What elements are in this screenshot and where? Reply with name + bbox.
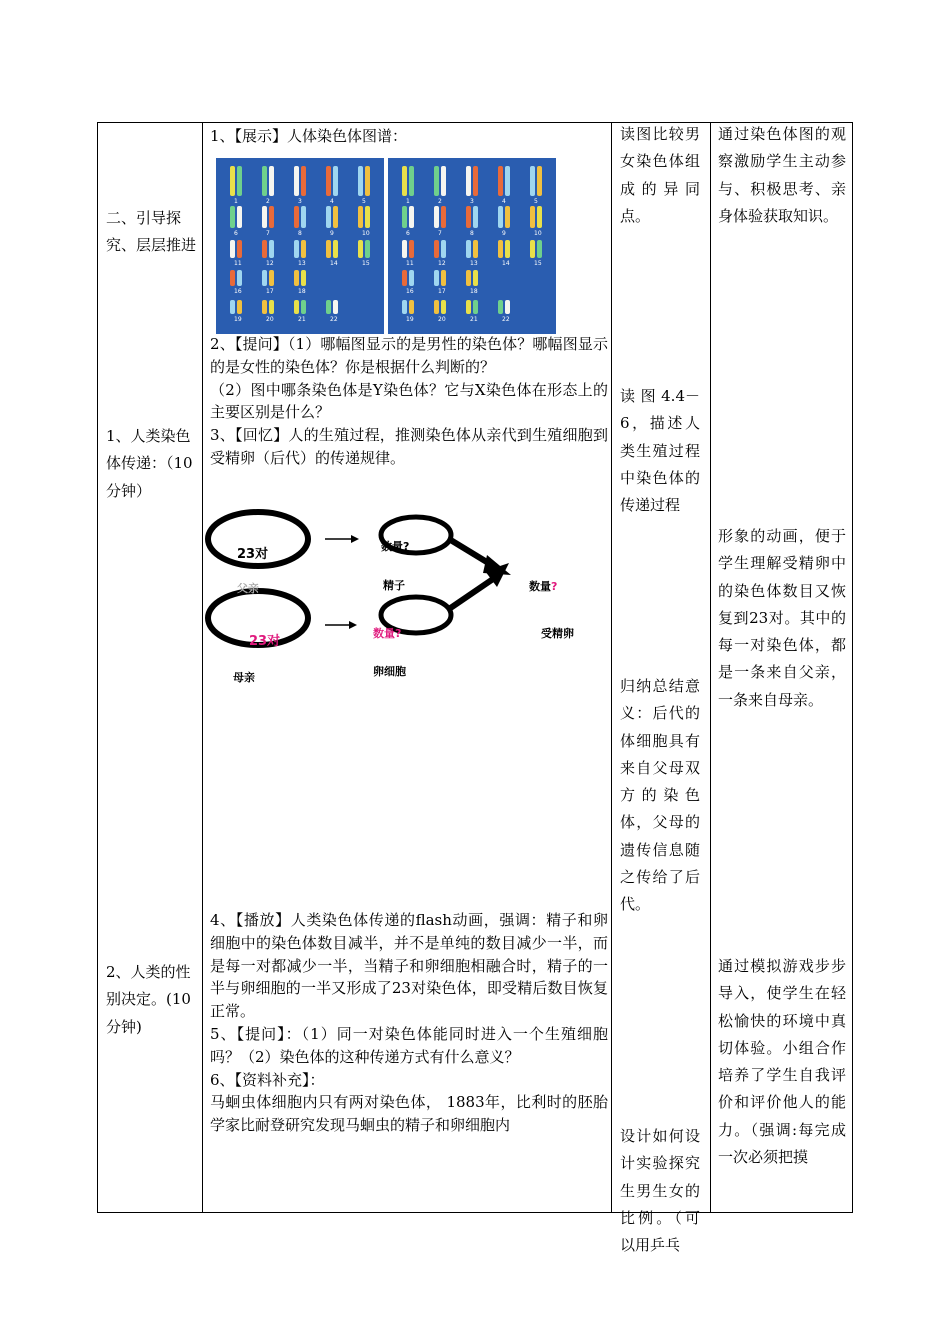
chromosome-number: 22 — [330, 316, 338, 323]
chromosome-shape — [530, 206, 535, 228]
chromosome-number: 3 — [470, 198, 474, 205]
chromosome-shape — [441, 270, 446, 286]
chromosome-shape — [230, 240, 235, 258]
item-question-2: （2）图中哪条染色体是Y染色体？它与X染色体在形态上的主要区别是什么？ — [210, 380, 608, 422]
chromosome-shape — [498, 300, 503, 314]
chromosome-shape — [473, 300, 478, 314]
chromosome-shape — [402, 206, 407, 228]
father-label: 父亲 — [237, 582, 259, 595]
chromosome-shape — [466, 300, 471, 314]
chromosome-number: 15 — [362, 260, 370, 267]
chromosome-shape — [466, 270, 471, 286]
chromosome-shape — [530, 240, 535, 258]
chromosome-shape — [434, 300, 439, 314]
activity-column — [210, 125, 608, 148]
chromosome-shape — [237, 270, 242, 286]
chromosome-shape — [498, 206, 503, 228]
item-supplement-text: 马蛔虫体细胞内只有两对染色体， 1883年，比利时的胚胎学家比耐登研究发现马蛔虫的精子和卵细胞内 — [210, 1093, 608, 1135]
chromosome-shape — [262, 166, 267, 196]
chromosome-shape — [434, 206, 439, 228]
design-intent-3: 通过模拟游戏步步导入，使学生在轻松愉快的环境中真切体验。小组合作培养了学生自我评价和评价他人的能力。（强调:每完成一次必须把摸 — [718, 957, 846, 1167]
chromosome-number: 6 — [406, 230, 410, 237]
chromosome-shape — [326, 166, 331, 196]
chromosome-number: 7 — [438, 230, 442, 237]
chromosome-number: 2 — [266, 198, 270, 205]
chromosome-number: 9 — [502, 230, 506, 237]
chromosome-number: 19 — [234, 316, 242, 323]
chromosome-shape — [441, 300, 446, 314]
chromosome-shape — [409, 270, 414, 286]
chromosome-shape — [333, 166, 338, 196]
zygote-count: 数量? — [529, 580, 558, 593]
student-activity-4: 设计如何设计实验探究生男生女的比例。（可以用乒乓 — [620, 1127, 700, 1255]
chromosome-number: 1 — [406, 198, 410, 205]
chromosome-shape — [358, 166, 363, 196]
chromosome-shape — [466, 206, 471, 228]
chromosome-number: 6 — [234, 230, 238, 237]
chromosome-shape — [358, 240, 363, 258]
father-count: 23对 — [237, 547, 269, 562]
chromosome-number: 19 — [406, 316, 414, 323]
topic-sex-determination: 2、人类的性别决定。(10分钟) — [106, 963, 191, 1036]
student-activity-1: 读图比较男女染色体组成的异同点。 — [620, 125, 700, 225]
chromosome-number: 20 — [438, 316, 446, 323]
chromosome-number: 1 — [234, 198, 238, 205]
chromosome-shape — [294, 166, 299, 196]
chromosome-shape — [498, 240, 503, 258]
chromosome-shape — [365, 240, 370, 258]
chromosome-shape — [262, 270, 267, 286]
chromosome-shape — [301, 240, 306, 258]
chromosome-shape — [402, 270, 407, 286]
chromosome-number: 12 — [438, 260, 446, 267]
chromosome-number: 8 — [470, 230, 474, 237]
chromosome-shape — [473, 240, 478, 258]
chromosome-shape — [466, 240, 471, 258]
chromosome-number: 14 — [330, 260, 338, 267]
chromosome-shape — [537, 240, 542, 258]
egg-count: 数量? — [373, 627, 402, 640]
chromosome-shape — [301, 166, 306, 196]
chromosome-shape — [409, 206, 414, 228]
chromosome-shape — [441, 206, 446, 228]
chromosome-number: 18 — [298, 288, 306, 295]
chromosome-shape — [505, 240, 510, 258]
chromosome-shape — [333, 206, 338, 228]
chromosome-number: 17 — [438, 288, 446, 295]
item-play-animation: 4、【播放】人类染色体传递的flash动画，强调：精子和卵细胞中的染色体数目减半，并不是单纯的数目减少一半，而是每一对都减少一半，当精子和卵细胞相融合时，精子的一半与卵细胞的一半又形成了23对染色体，即受精后数目恢复正常。 — [210, 911, 608, 1021]
chromosome-number: 11 — [406, 260, 414, 267]
chromosome-shape — [269, 240, 274, 258]
chromosome-number: 4 — [330, 198, 334, 205]
chromosome-shape — [358, 206, 363, 228]
chromosome-shape — [269, 166, 274, 196]
egg-label: 卵细胞 — [373, 665, 406, 678]
chromosome-shape — [434, 166, 439, 196]
chromosome-number: 13 — [298, 260, 306, 267]
chromosome-shape — [294, 206, 299, 228]
chromosome-shape — [441, 240, 446, 258]
chromosome-shape — [326, 300, 331, 314]
chromosome-number: 10 — [534, 230, 542, 237]
design-intent-1: 通过染色体图的观察激励学生主动参与、积极思考、亲身体验获取知识。 — [718, 125, 846, 225]
item-supplement: 6、【资料补充】： — [210, 1070, 325, 1089]
chromosome-number: 11 — [234, 260, 242, 267]
lesson-table — [97, 122, 853, 1255]
chromosome-shape — [434, 240, 439, 258]
chromosome-shape — [537, 206, 542, 228]
chromosome-shape — [441, 166, 446, 196]
chromosome-shape — [262, 300, 267, 314]
student-activity-3: 归纳总结意义：后代的体细胞具有来自父母双方的染色体，父母的遗传信息随之传给了后代。 — [620, 677, 700, 914]
chromosome-number: 16 — [406, 288, 414, 295]
chromosome-number: 17 — [266, 288, 274, 295]
topic-chromosome-transfer: 1、人类染色体传递：（10分钟） — [106, 427, 193, 500]
chromosome-number: 10 — [362, 230, 370, 237]
chromosome-number: 5 — [362, 198, 366, 205]
chromosome-number: 7 — [266, 230, 270, 237]
chromosome-number: 21 — [298, 316, 306, 323]
item-recall: 3、【回忆】人的生殖过程，推测染色体从亲代到生殖细胞到受精卵（后代）的传递规律。 — [210, 426, 608, 467]
sperm-count: 数量? — [381, 540, 410, 553]
chromosome-number: 14 — [502, 260, 510, 267]
chromosome-number: 5 — [534, 198, 538, 205]
chromosome-shape — [505, 206, 510, 228]
chromosome-shape — [530, 166, 535, 196]
zygote-label: 受精卵 — [541, 627, 574, 640]
chromosome-number: 18 — [470, 288, 478, 295]
chromosome-shape — [498, 166, 503, 196]
design-intent-2: 形象的动画，便于学生理解受精卵中的染色体数目又恢复到23对。其中的每一对染色体，都是一条来自父亲，一条来自母亲。 — [718, 527, 846, 709]
chromosome-shape — [505, 300, 510, 314]
chromosome-shape — [326, 240, 331, 258]
chromosome-shape — [269, 270, 274, 286]
chromosome-shape — [333, 300, 338, 314]
chromosome-number: 3 — [298, 198, 302, 205]
chromosome-shape — [301, 206, 306, 228]
chromosome-shape — [434, 270, 439, 286]
chromosome-shape — [294, 270, 299, 286]
section-title: 二、引导探究、层层推进 — [106, 209, 197, 255]
chromosome-shape — [262, 240, 267, 258]
chromosome-shape — [473, 166, 478, 196]
item-question-1: 2、【提问】（1）哪幅图显示的是男性的染色体？哪幅图显示的是女性的染色体？你是根据什么判断的？ — [210, 335, 608, 376]
chromosome-shape — [230, 206, 235, 228]
chromosome-shape — [269, 300, 274, 314]
chromosome-shape — [466, 166, 471, 196]
student-activity-2: 读图4.4－6，描述人类生殖过程中染色体的传递过程 — [620, 387, 700, 515]
chromosome-transfer-diagram — [203, 503, 603, 693]
chromosome-shape — [473, 270, 478, 286]
chromosome-shape — [230, 166, 235, 196]
karyotype-image — [216, 158, 556, 334]
mother-count: 23对 — [249, 634, 281, 649]
item-show: 1、【展示】人体染色体图谱： — [210, 127, 408, 145]
chromosome-shape — [237, 300, 242, 314]
mother-label: 母亲 — [233, 671, 255, 684]
chromosome-shape — [365, 166, 370, 196]
chromosome-shape — [230, 300, 235, 314]
chromosome-shape — [262, 206, 267, 228]
chromosome-shape — [301, 270, 306, 286]
chromosome-shape — [333, 240, 338, 258]
chromosome-number: 4 — [502, 198, 506, 205]
chromosome-number: 22 — [502, 316, 510, 323]
chromosome-shape — [230, 270, 235, 286]
chromosome-number: 2 — [438, 198, 442, 205]
chromosome-shape — [294, 240, 299, 258]
chromosome-shape — [409, 300, 414, 314]
chromosome-shape — [294, 300, 299, 314]
chromosome-number: 8 — [298, 230, 302, 237]
chromosome-shape — [237, 166, 242, 196]
chromosome-shape — [537, 166, 542, 196]
chromosome-shape — [237, 240, 242, 258]
chromosome-shape — [473, 206, 478, 228]
chromosome-shape — [402, 166, 407, 196]
column-divider — [710, 123, 711, 1212]
chromosome-shape — [301, 300, 306, 314]
column-divider — [611, 123, 612, 1212]
sperm-label: 精子 — [383, 579, 405, 592]
chromosome-shape — [409, 240, 414, 258]
chromosome-number: 9 — [330, 230, 334, 237]
chromosome-shape — [326, 206, 331, 228]
chromosome-number: 16 — [234, 288, 242, 295]
item-question-3: 5、【提问】：（1）同一对染色体能同时进入一个生殖细胞吗？（2）染色体的这种传递方式有什么意义？ — [210, 1024, 608, 1066]
chromosome-number: 20 — [266, 316, 274, 323]
chromosome-shape — [505, 166, 510, 196]
chromosome-number: 21 — [470, 316, 478, 323]
chromosome-shape — [365, 206, 370, 228]
chromosome-number: 12 — [266, 260, 274, 267]
chromosome-number: 15 — [534, 260, 542, 267]
chromosome-shape — [402, 240, 407, 258]
chromosome-shape — [237, 206, 242, 228]
chromosome-number: 13 — [470, 260, 478, 267]
chromosome-shape — [269, 206, 274, 228]
chromosome-shape — [402, 300, 407, 314]
chromosome-shape — [409, 166, 414, 196]
